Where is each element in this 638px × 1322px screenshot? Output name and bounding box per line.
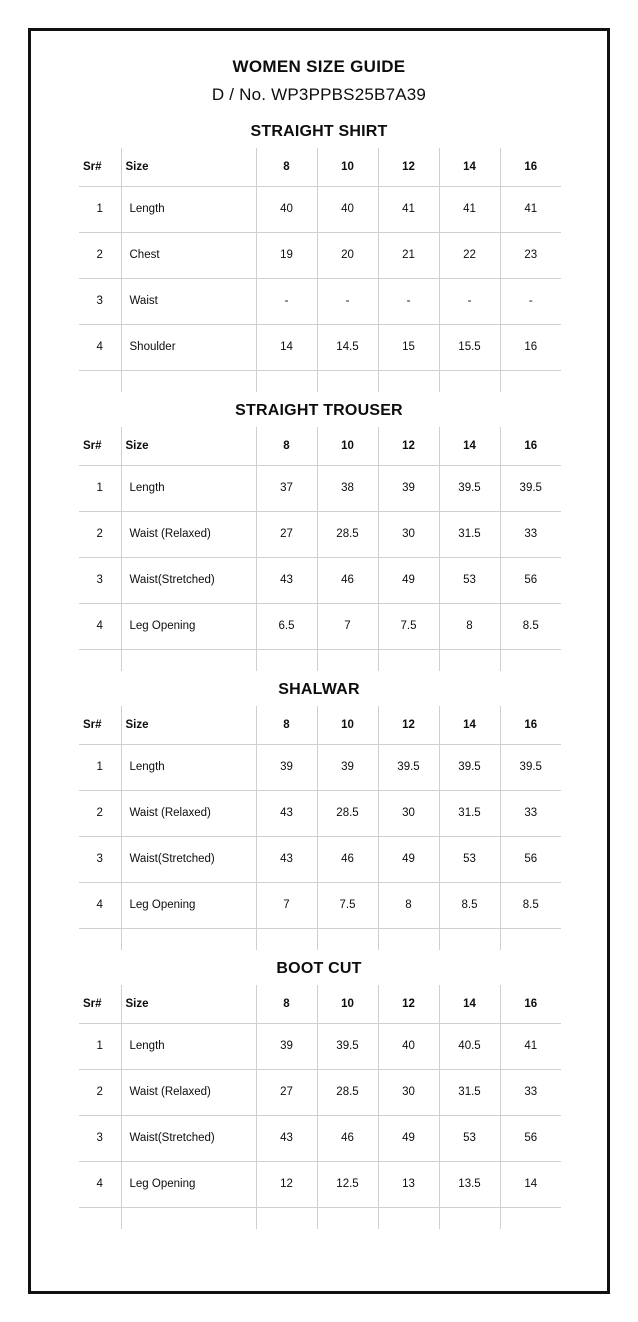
- table-spacer-row: [79, 370, 561, 392]
- table-cell: Waist(Stretched): [121, 557, 256, 603]
- table-spacer-cell: [121, 1207, 256, 1229]
- column-header: Size: [121, 706, 256, 744]
- table-cell: 49: [378, 836, 439, 882]
- column-header: 14: [439, 148, 500, 186]
- table-cell: -: [500, 278, 561, 324]
- table-cell: 41: [439, 186, 500, 232]
- table-cell: 39.5: [500, 465, 561, 511]
- table-cell: 41: [378, 186, 439, 232]
- table-row: [79, 1161, 561, 1207]
- table-row: [79, 1023, 561, 1069]
- table-cell: 15: [378, 324, 439, 370]
- column-header: Size: [121, 427, 256, 465]
- table-cell: 53: [439, 1115, 500, 1161]
- table-cell: 39.5: [317, 1023, 378, 1069]
- table-cell: 43: [256, 1115, 317, 1161]
- table-cell: 53: [439, 557, 500, 603]
- table-row: [79, 186, 561, 232]
- table-cell: 30: [378, 511, 439, 557]
- table-cell: 15.5: [439, 324, 500, 370]
- table-spacer-cell: [500, 928, 561, 950]
- table-cell: 6.5: [256, 603, 317, 649]
- table-spacer-cell: [79, 928, 121, 950]
- table-spacer-cell: [500, 649, 561, 671]
- table-spacer-row: [79, 928, 561, 950]
- table-cell: Length: [121, 1023, 256, 1069]
- table-cell: 16: [500, 324, 561, 370]
- column-header: 10: [317, 985, 378, 1023]
- table-row: [79, 882, 561, 928]
- table-row: [79, 557, 561, 603]
- size-section: [79, 402, 559, 671]
- table-cell: 39.5: [439, 465, 500, 511]
- section-title: STRAIGHT SHIRT: [250, 123, 388, 140]
- table-cell: 13.5: [439, 1161, 500, 1207]
- table-cell: 33: [500, 1069, 561, 1115]
- table-cell: 43: [256, 790, 317, 836]
- table-row: [79, 511, 561, 557]
- column-header: 16: [500, 148, 561, 186]
- section-title: BOOT CUT: [276, 960, 362, 977]
- table-cell: Leg Opening: [121, 882, 256, 928]
- table-cell: 27: [256, 1069, 317, 1115]
- table-spacer-cell: [317, 928, 378, 950]
- table-cell: 33: [500, 511, 561, 557]
- column-header: 8: [256, 427, 317, 465]
- table-spacer-cell: [317, 649, 378, 671]
- table-spacer-cell: [439, 928, 500, 950]
- table-cell: 40.5: [439, 1023, 500, 1069]
- table-cell: Waist(Stretched): [121, 1115, 256, 1161]
- table-cell: 46: [317, 1115, 378, 1161]
- column-header: 10: [317, 706, 378, 744]
- table-cell: 31.5: [439, 790, 500, 836]
- table-cell: 1: [79, 1023, 121, 1069]
- table-spacer-cell: [439, 1207, 500, 1229]
- table-cell: 12.5: [317, 1161, 378, 1207]
- table-cell: Waist (Relaxed): [121, 1069, 256, 1115]
- table-header-row: [79, 148, 561, 186]
- table-cell: 2: [79, 232, 121, 278]
- table-cell: Leg Opening: [121, 1161, 256, 1207]
- table-header-row: [79, 706, 561, 744]
- table-cell: 2: [79, 1069, 121, 1115]
- table-cell: 8.5: [500, 882, 561, 928]
- table-spacer-cell: [378, 928, 439, 950]
- size-table: [79, 427, 561, 671]
- table-cell: 2: [79, 511, 121, 557]
- table-spacer-cell: [378, 649, 439, 671]
- table-cell: Waist: [121, 278, 256, 324]
- table-cell: 28.5: [317, 790, 378, 836]
- table-cell: 39: [378, 465, 439, 511]
- column-header: 14: [439, 706, 500, 744]
- column-header: 14: [439, 985, 500, 1023]
- column-header: 14: [439, 427, 500, 465]
- table-spacer-cell: [439, 370, 500, 392]
- table-spacer-cell: [378, 370, 439, 392]
- section-title: SHALWAR: [278, 681, 360, 698]
- table-spacer-cell: [121, 649, 256, 671]
- table-spacer-cell: [439, 649, 500, 671]
- table-spacer-row: [79, 649, 561, 671]
- table-row: [79, 1115, 561, 1161]
- table-header-row: [79, 985, 561, 1023]
- table-cell: 27: [256, 511, 317, 557]
- size-table: [79, 148, 561, 392]
- table-cell: 43: [256, 557, 317, 603]
- size-section: [79, 681, 559, 950]
- column-header: 16: [500, 985, 561, 1023]
- table-cell: 49: [378, 557, 439, 603]
- column-header: Size: [121, 985, 256, 1023]
- table-cell: 13: [378, 1161, 439, 1207]
- table-cell: Shoulder: [121, 324, 256, 370]
- table-cell: -: [256, 278, 317, 324]
- table-cell: 3: [79, 278, 121, 324]
- table-cell: Length: [121, 465, 256, 511]
- table-cell: 41: [500, 1023, 561, 1069]
- table-spacer-cell: [256, 1207, 317, 1229]
- table-cell: 33: [500, 790, 561, 836]
- page-title: WOMEN SIZE GUIDE: [232, 57, 406, 76]
- size-table: [79, 706, 561, 950]
- table-spacer-cell: [317, 1207, 378, 1229]
- table-row: [79, 744, 561, 790]
- table-cell: -: [317, 278, 378, 324]
- table-cell: 14: [500, 1161, 561, 1207]
- table-spacer-row: [79, 1207, 561, 1229]
- table-cell: 40: [378, 1023, 439, 1069]
- column-header: Size: [121, 148, 256, 186]
- table-cell: 20: [317, 232, 378, 278]
- table-cell: 23: [500, 232, 561, 278]
- table-cell: 1: [79, 186, 121, 232]
- table-spacer-cell: [121, 370, 256, 392]
- table-cell: 39: [256, 744, 317, 790]
- table-row: [79, 232, 561, 278]
- table-cell: -: [378, 278, 439, 324]
- size-section: [79, 960, 559, 1229]
- table-spacer-cell: [256, 928, 317, 950]
- table-cell: 1: [79, 465, 121, 511]
- table-cell: 21: [378, 232, 439, 278]
- table-row: [79, 465, 561, 511]
- table-cell: 31.5: [439, 511, 500, 557]
- table-cell: 56: [500, 557, 561, 603]
- table-cell: 39: [317, 744, 378, 790]
- column-header: 12: [378, 706, 439, 744]
- table-cell: 30: [378, 1069, 439, 1115]
- column-header: Sr#: [79, 706, 121, 744]
- column-header: 8: [256, 706, 317, 744]
- table-cell: 39: [256, 1023, 317, 1069]
- section-title: STRAIGHT TROUSER: [235, 402, 403, 419]
- table-cell: 28.5: [317, 511, 378, 557]
- table-cell: 4: [79, 324, 121, 370]
- column-header: 8: [256, 148, 317, 186]
- column-header: 16: [500, 706, 561, 744]
- table-cell: Waist (Relaxed): [121, 790, 256, 836]
- table-cell: 1: [79, 744, 121, 790]
- table-cell: 19: [256, 232, 317, 278]
- table-cell: 37: [256, 465, 317, 511]
- column-header: 12: [378, 148, 439, 186]
- table-cell: 2: [79, 790, 121, 836]
- table-cell: 46: [317, 557, 378, 603]
- size-guide-page: [28, 28, 610, 1294]
- table-spacer-cell: [79, 370, 121, 392]
- column-header: 12: [378, 985, 439, 1023]
- table-spacer-cell: [256, 649, 317, 671]
- table-spacer-cell: [256, 370, 317, 392]
- column-header: 16: [500, 427, 561, 465]
- table-cell: 3: [79, 1115, 121, 1161]
- table-row: [79, 836, 561, 882]
- table-cell: 8: [378, 882, 439, 928]
- table-cell: Waist (Relaxed): [121, 511, 256, 557]
- table-row: [79, 1069, 561, 1115]
- table-cell: 8: [439, 603, 500, 649]
- column-header: 10: [317, 148, 378, 186]
- table-cell: Leg Opening: [121, 603, 256, 649]
- table-spacer-cell: [317, 370, 378, 392]
- table-cell: 38: [317, 465, 378, 511]
- column-header: 12: [378, 427, 439, 465]
- size-table: [79, 985, 561, 1229]
- table-cell: 40: [256, 186, 317, 232]
- page-content: [31, 31, 607, 1229]
- table-cell: 7.5: [317, 882, 378, 928]
- table-cell: 8.5: [439, 882, 500, 928]
- table-spacer-cell: [121, 928, 256, 950]
- column-header: Sr#: [79, 427, 121, 465]
- table-cell: 3: [79, 836, 121, 882]
- table-cell: 4: [79, 882, 121, 928]
- table-cell: 4: [79, 1161, 121, 1207]
- table-cell: 40: [317, 186, 378, 232]
- table-cell: 30: [378, 790, 439, 836]
- table-cell: 7: [317, 603, 378, 649]
- table-cell: 14: [256, 324, 317, 370]
- table-cell: 46: [317, 836, 378, 882]
- table-cell: 14.5: [317, 324, 378, 370]
- table-cell: 4: [79, 603, 121, 649]
- design-number: D / No. WP3PPBS25B7A39: [211, 85, 427, 104]
- column-header: Sr#: [79, 985, 121, 1023]
- table-cell: 22: [439, 232, 500, 278]
- table-spacer-cell: [500, 370, 561, 392]
- column-header: 10: [317, 427, 378, 465]
- table-cell: 53: [439, 836, 500, 882]
- table-spacer-cell: [79, 649, 121, 671]
- table-row: [79, 278, 561, 324]
- table-cell: 41: [500, 186, 561, 232]
- table-cell: 31.5: [439, 1069, 500, 1115]
- size-sections: [79, 123, 559, 1229]
- table-cell: 56: [500, 836, 561, 882]
- table-cell: 49: [378, 1115, 439, 1161]
- table-cell: 39.5: [500, 744, 561, 790]
- table-cell: 3: [79, 557, 121, 603]
- table-cell: Waist(Stretched): [121, 836, 256, 882]
- table-cell: Chest: [121, 232, 256, 278]
- table-cell: 56: [500, 1115, 561, 1161]
- table-header-row: [79, 427, 561, 465]
- table-row: [79, 603, 561, 649]
- table-spacer-cell: [500, 1207, 561, 1229]
- table-spacer-cell: [79, 1207, 121, 1229]
- table-cell: Length: [121, 186, 256, 232]
- table-row: [79, 790, 561, 836]
- table-cell: Length: [121, 744, 256, 790]
- table-cell: 7.5: [378, 603, 439, 649]
- table-cell: 12: [256, 1161, 317, 1207]
- table-spacer-cell: [378, 1207, 439, 1229]
- column-header: 8: [256, 985, 317, 1023]
- size-section: [79, 123, 559, 392]
- table-row: [79, 324, 561, 370]
- table-cell: 43: [256, 836, 317, 882]
- table-cell: 39.5: [439, 744, 500, 790]
- table-cell: 7: [256, 882, 317, 928]
- table-cell: 39.5: [378, 744, 439, 790]
- table-cell: 28.5: [317, 1069, 378, 1115]
- table-cell: 8.5: [500, 603, 561, 649]
- column-header: Sr#: [79, 148, 121, 186]
- table-cell: -: [439, 278, 500, 324]
